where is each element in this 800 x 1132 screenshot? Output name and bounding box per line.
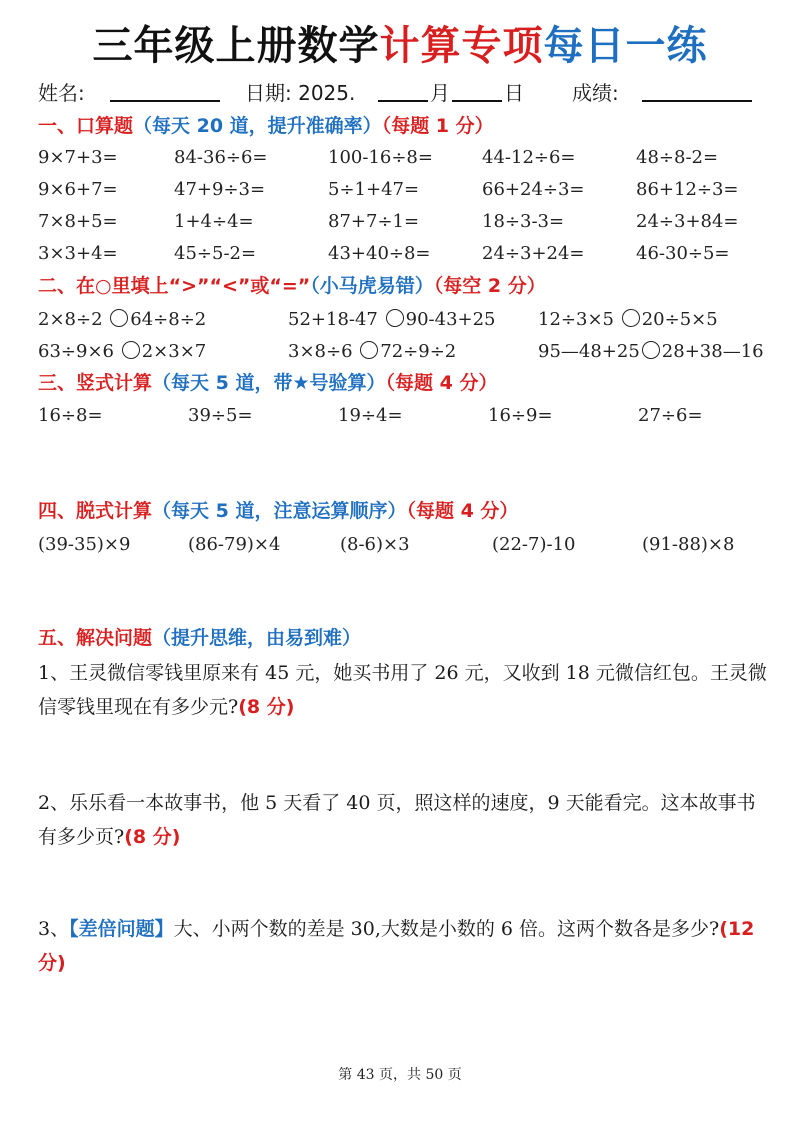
compare-item — [38, 305, 206, 335]
name-field[interactable] — [110, 78, 220, 102]
date-label: 日期: 2025. — [245, 81, 356, 105]
score-label: 成绩: — [572, 81, 619, 105]
section-4-title: 四、脱式计算 — [38, 500, 153, 522]
compare-circle[interactable] — [642, 341, 660, 359]
section-4-note: （每天 5 道，注意运算顺序） — [152, 500, 407, 522]
mental-math-item: 24÷3+24= — [482, 243, 585, 264]
section-3-note: （每天 5 道，带★号验算） — [152, 372, 386, 394]
title-part-grade: 三年级上册数学 — [92, 23, 380, 69]
day-label: 日 — [504, 81, 524, 105]
mental-math-item: 84-36÷6= — [174, 147, 268, 168]
vertical-calc-row — [38, 401, 778, 431]
section-2-score: （每空 2 分） — [433, 275, 546, 297]
word-problem-score: (8 分) — [124, 826, 181, 848]
vertical-calc-item: 27÷6= — [638, 405, 703, 426]
stepwise-calc-item: (39-35)×9 — [38, 534, 131, 555]
compare-circle[interactable] — [122, 341, 140, 359]
mental-math-item: 100-16÷8= — [328, 147, 433, 168]
day-field[interactable] — [452, 78, 502, 102]
word-problem-score: (8 分) — [238, 696, 295, 718]
section-5-note: （提升思维，由易到难） — [152, 627, 362, 649]
mental-math-item: 87+7÷1= — [328, 211, 420, 232]
mental-math-item: 48÷8-2= — [636, 147, 719, 168]
compare-left: 63÷9×6 — [38, 341, 114, 362]
compare-item — [538, 337, 764, 367]
score-field[interactable] — [642, 78, 752, 102]
mental-math-row — [38, 143, 778, 173]
stepwise-calc-row — [38, 530, 778, 560]
compare-row — [38, 337, 778, 367]
compare-left: 52+18-47 — [288, 309, 378, 330]
compare-right: 64÷8÷2 — [130, 309, 207, 330]
mental-math-row — [38, 207, 778, 237]
stepwise-calc-item: (91-88)×8 — [642, 534, 735, 555]
compare-row — [38, 305, 778, 335]
section-4-heading — [38, 497, 518, 525]
student-info-row — [38, 78, 768, 108]
stepwise-calc-item: (86-79)×4 — [188, 534, 281, 555]
mental-math-item: 24÷3+84= — [636, 211, 739, 232]
vertical-calc-item: 19÷4= — [338, 405, 403, 426]
word-problem-text: 大、小两个数的差是 30,大数是小数的 6 倍。这两个数各是多少? — [173, 918, 720, 940]
section-4-score: （每题 4 分） — [406, 500, 519, 522]
mental-math-item: 66+24÷3= — [482, 179, 585, 200]
page-footer: 第 43 页，共 50 页 — [338, 1067, 462, 1083]
word-problem-3 — [38, 912, 768, 980]
word-problem-text: 1、王灵微信零钱里原来有 45 元，她买书用了 26 元，又收到 18 元微信红包。王灵微信零钱里现在有多少元? — [38, 662, 767, 718]
mental-math-item: 5÷1+47= — [328, 179, 420, 200]
section-3-score: （每题 4 分） — [385, 372, 498, 394]
compare-circle[interactable] — [360, 341, 378, 359]
mental-math-row — [38, 175, 778, 205]
mental-math-item: 18÷3-3= — [482, 211, 565, 232]
mental-math-item: 43+40÷8= — [328, 243, 431, 264]
month-label: 月 — [430, 81, 450, 105]
word-problem-1 — [38, 656, 768, 724]
title-part-topic: 计算专项 — [379, 23, 544, 69]
compare-item — [538, 305, 718, 335]
stepwise-calc-item: (22-7)-10 — [492, 534, 576, 555]
compare-left: 95—48+25 — [538, 341, 640, 362]
mental-math-item: 86+12÷3= — [636, 179, 739, 200]
stepwise-calc-item: (8-6)×3 — [340, 534, 410, 555]
mental-math-item: 1+4÷4= — [174, 211, 254, 232]
compare-circle[interactable] — [386, 309, 404, 327]
word-problem-2 — [38, 786, 768, 854]
compare-item — [288, 305, 496, 335]
mental-math-item: 7×8+5= — [38, 211, 118, 232]
compare-right: 20÷5×5 — [641, 309, 718, 330]
section-1-heading — [38, 112, 494, 140]
section-1-title: 一、口算题 — [38, 115, 134, 137]
mental-math-item: 9×7+3= — [38, 147, 118, 168]
vertical-calc-item: 16÷8= — [38, 405, 103, 426]
mental-math-item: 9×6+7= — [38, 179, 118, 200]
word-problem-number: 3、 — [38, 918, 70, 940]
section-5-title: 五、解决问题 — [38, 627, 153, 649]
word-problem-tag: 【差倍问题】 — [69, 918, 174, 940]
section-2-heading — [38, 272, 546, 300]
compare-right: 2×3×7 — [141, 341, 207, 362]
page-title — [0, 18, 800, 74]
word-problem-score: (12 分) — [38, 918, 755, 974]
section-1-score: （每题 1 分） — [381, 115, 494, 137]
mental-math-item: 44-12÷6= — [482, 147, 576, 168]
section-2-title: 二、在○里填上“>”“<”或“=” — [38, 275, 311, 297]
name-label: 姓名: — [38, 81, 85, 105]
word-problem-text: 2、乐乐看一本故事书，他 5 天看了 40 页，照这样的速度，9 天能看完。这本故事书有多少页? — [38, 792, 756, 848]
compare-left: 2×8÷2 — [38, 309, 103, 330]
mental-math-row — [38, 239, 778, 269]
mental-math-item: 46-30÷5= — [636, 243, 730, 264]
section-3-title: 三、竖式计算 — [38, 372, 153, 394]
compare-right: 28+38—16 — [661, 341, 764, 362]
mental-math-item: 47+9÷3= — [174, 179, 266, 200]
title-part-daily: 每日一练 — [543, 23, 708, 69]
section-2-note: （小马虎易错） — [310, 275, 434, 297]
compare-left: 12÷3×5 — [538, 309, 614, 330]
mental-math-item: 3×3+4= — [38, 243, 118, 264]
compare-circle[interactable] — [110, 309, 128, 327]
compare-circle[interactable] — [622, 309, 640, 327]
compare-item — [38, 337, 206, 367]
section-5-heading — [38, 624, 361, 652]
vertical-calc-item: 39÷5= — [188, 405, 253, 426]
compare-right: 72÷9÷2 — [380, 341, 457, 362]
month-field[interactable] — [378, 78, 428, 102]
compare-left: 3×8÷6 — [288, 341, 353, 362]
section-1-note: （每天 20 道，提升准确率） — [133, 115, 382, 137]
mental-math-item: 45÷5-2= — [174, 243, 257, 264]
compare-right: 90-43+25 — [405, 309, 496, 330]
section-3-heading — [38, 369, 497, 397]
vertical-calc-item: 16÷9= — [488, 405, 553, 426]
compare-item — [288, 337, 456, 367]
